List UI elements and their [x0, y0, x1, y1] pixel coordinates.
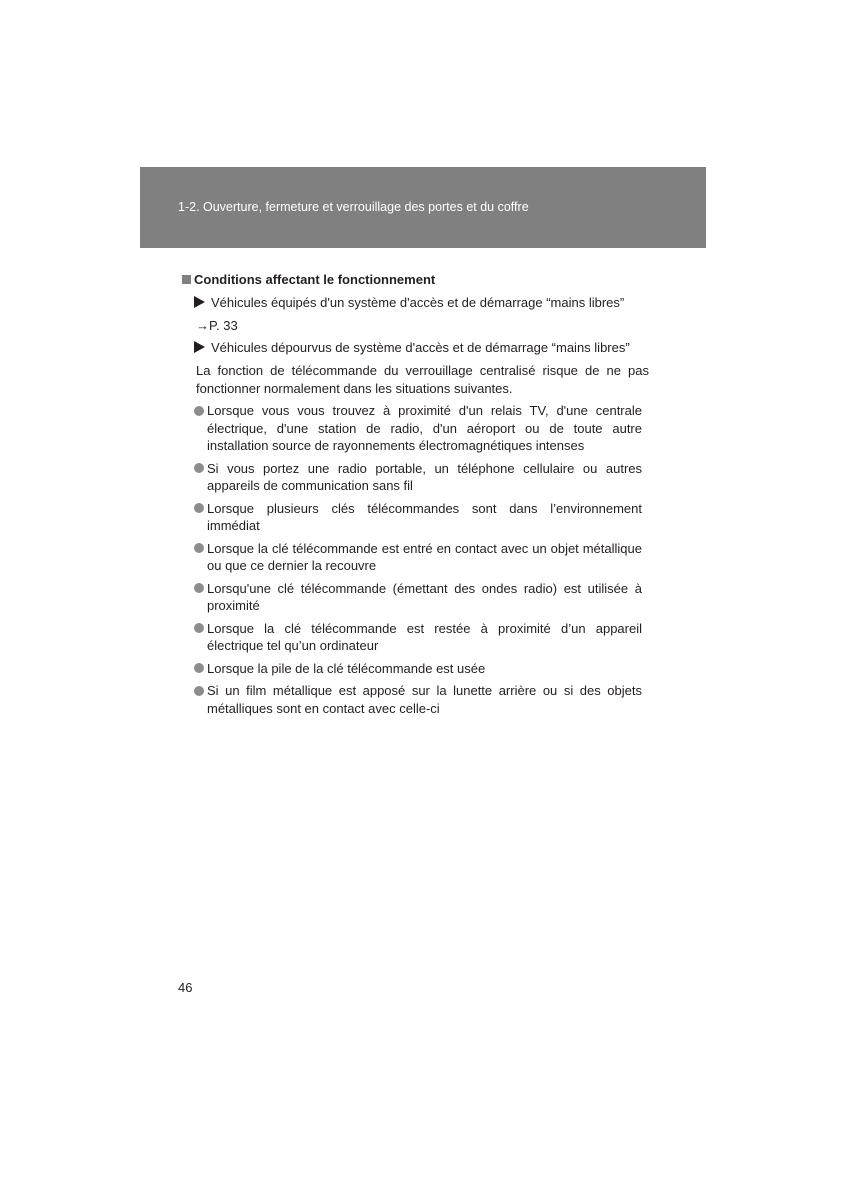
list-item-text: Lorsque la clé télécommande est restée à proximité d’un appareil électrique tel qu’un ordinateur — [207, 620, 642, 653]
list-item — [194, 540, 642, 575]
list-item — [194, 460, 642, 495]
chapter-header-band — [140, 167, 706, 248]
chapter-title: 1-2. Ouverture, fermeture et verrouillage des portes et du coffre — [178, 200, 529, 214]
section-heading — [182, 272, 435, 287]
filled-square-icon — [182, 275, 191, 284]
right-triangle-icon — [194, 341, 205, 353]
bullet-dot-icon — [194, 463, 204, 473]
vehicle-with-system-line — [194, 295, 624, 310]
bullet-dot-icon — [194, 686, 204, 696]
vehicle-with-system-text: Véhicules équipés d'un système d'accès et de démarrage “mains libres” — [211, 295, 625, 310]
list-item — [194, 660, 642, 678]
page-number: 46 — [178, 980, 193, 995]
list-item-text: Lorsque plusieurs clés télécommandes sont dans l’environnement immédiat — [207, 500, 642, 533]
list-item — [194, 500, 642, 535]
list-item-text: Si vous portez une radio portable, un téléphone cellulaire ou autres appareils de communication sans fil — [207, 460, 642, 493]
list-item — [194, 580, 642, 615]
list-item-text: Lorsque vous vous trouvez à proximité d'un relais TV, d'une centrale électrique, d'une station de radio, d'un aéroport ou de toute autre installation source de rayonnements électromagnétiques intenses — [207, 403, 642, 453]
list-item — [194, 402, 642, 455]
list-item — [194, 682, 642, 717]
conditions-list — [194, 402, 642, 722]
list-item-text: Si un film métallique est apposé sur la lunette arrière ou si des objets métalliques sont en contact avec celle-ci — [207, 683, 642, 716]
bullet-dot-icon — [194, 503, 204, 513]
intro-paragraph: La fonction de télécommande du verrouillage centralisé risque de ne pas fonctionner normalement dans les situations suivantes. — [196, 363, 649, 396]
page-reference: →P. 33 — [196, 318, 238, 333]
list-item-text: Lorsqu'une clé télécommande (émettant des ondes radio) est utilisée à proximité — [207, 580, 642, 613]
right-triangle-icon — [194, 296, 205, 308]
list-item-text: Lorsque la clé télécommande est entré en contact avec un objet métallique ou que ce dernier la recouvre — [207, 540, 642, 573]
bullet-dot-icon — [194, 543, 204, 553]
bullet-dot-icon — [194, 663, 204, 673]
list-item-text: Lorsque la pile de la clé télécommande est usée — [207, 660, 486, 676]
vehicle-without-system-text: Véhicules dépourvus de système d'accès et de démarrage “mains libres” — [211, 340, 630, 355]
section-heading-text: Conditions affectant le fonctionnement — [194, 272, 436, 287]
list-item — [194, 620, 642, 655]
bullet-dot-icon — [194, 406, 204, 416]
bullet-dot-icon — [194, 623, 204, 633]
bullet-dot-icon — [194, 583, 204, 593]
vehicle-without-system-line — [194, 340, 630, 355]
